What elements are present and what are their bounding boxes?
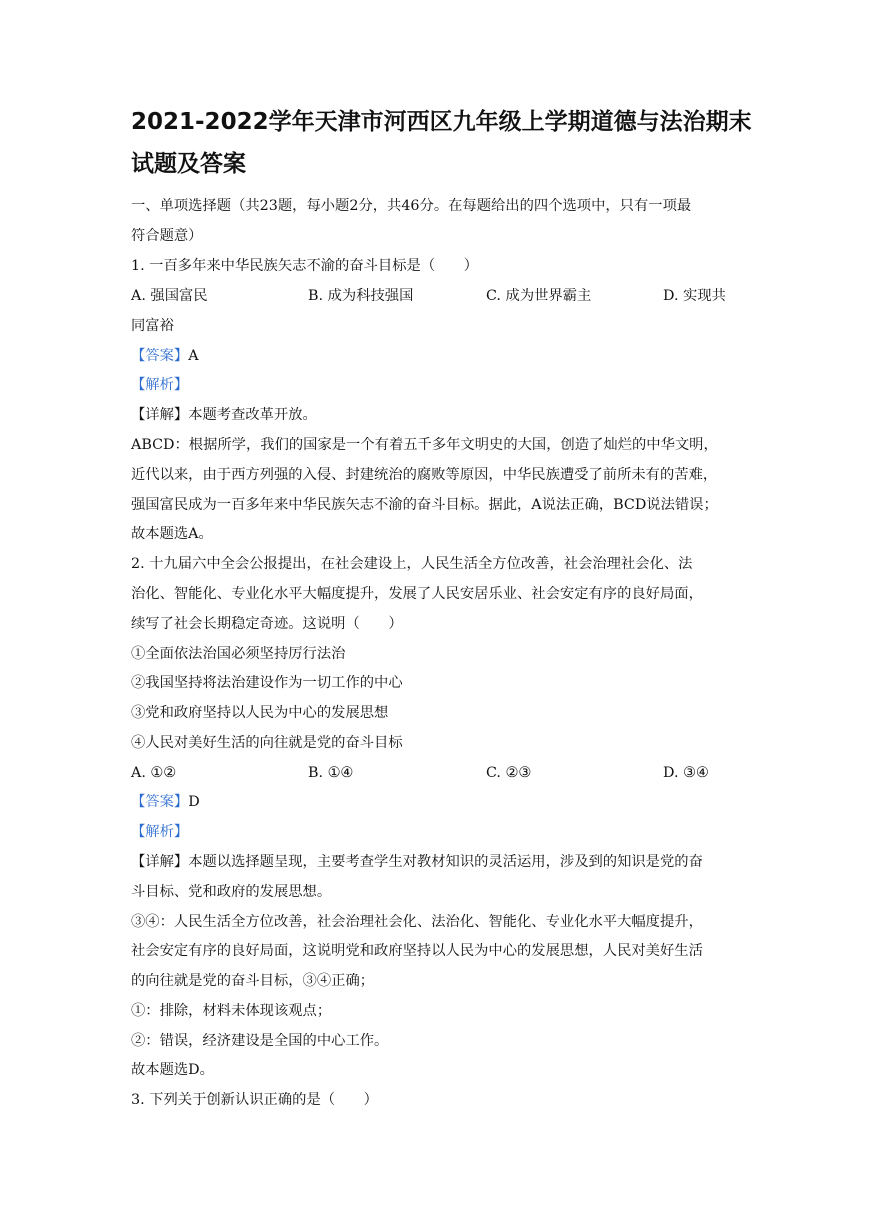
q2-option-d: D. ③④ — [663, 765, 709, 781]
q2-explanation-line: ①：排除，材料未体现该观点； — [131, 1003, 332, 1019]
q1-stem: 1. 一百多年来中华民族矢志不渝的奋斗目标是（ ） — [131, 258, 479, 274]
q2-explanation-line: 故本题选D。 — [131, 1062, 214, 1078]
q2-answer — [131, 792, 741, 812]
detail-label: 【详解】 — [131, 407, 189, 423]
q1-option-b: B. 成为科技强国 — [308, 288, 414, 304]
q2-option-b: B. ①④ — [308, 765, 354, 781]
q2-analysis-label: 【解析】 — [131, 824, 189, 840]
q2-explanation-line: ③④：人民生活全方位改善，社会治理社会化、法治化、智能化、专业化水平大幅度提升， — [131, 914, 703, 930]
answer-label: 【答案】 — [131, 794, 189, 810]
q2-statement: ②我国坚持将法治建设作为一切工作的中心 — [131, 675, 403, 691]
q1-answer-value: A — [188, 348, 199, 364]
section-heading-line-1: 一、单项选择题（共23题，每小题2分，共46分。在每题给出的四个选项中，只有一项最 — [131, 198, 692, 214]
document-title-line-2: 试题及答案 — [131, 151, 246, 177]
q2-explanation-line: 社会安定有序的良好局面，这说明党和政府坚持以人民为中心的发展思想，人民对美好生活 — [131, 943, 703, 959]
q2-stem-line: 治化、智能化、专业化水平大幅度提升，发展了人民安居乐业、社会安定有序的良好局面， — [131, 586, 703, 602]
answer-label: 【答案】 — [131, 348, 189, 364]
q1-option-d-continued: 同富裕 — [131, 318, 174, 334]
q2-detail-text: 本题以选择题呈现，主要考查学生对教材知识的灵活运用，涉及到的知识是党的奋 — [188, 854, 703, 870]
q2-detail-continued: 斗目标、党和政府的发展思想。 — [131, 884, 332, 900]
q1-detail-text: 本题考查改革开放。 — [188, 407, 317, 423]
q1-explanation-line: ABCD：根据所学，我们的国家是一个有着五千多年文明史的大国，创造了灿烂的中华文明， — [131, 437, 718, 453]
section-heading-line-2: 符合题意） — [131, 228, 203, 244]
q2-statement: ①全面依法治国必须坚持厉行法治 — [131, 646, 346, 662]
q2-option-c: C. ②③ — [486, 765, 532, 781]
q2-statement: ④人民对美好生活的向往就是党的奋斗目标 — [131, 735, 403, 751]
q2-explanation-line: 的向往就是党的奋斗目标，③④正确； — [131, 973, 375, 989]
q2-stem-line: 2. 十九届六中全会公报提出，在社会建设上，人民生活全方位改善，社会治理社会化、法 — [131, 556, 693, 572]
q3-stem: 3. 下列关于创新认识正确的是（ ） — [131, 1092, 378, 1108]
document-title-line-1: 2021-2022学年天津市河西区九年级上学期道德与法治期末 — [131, 109, 752, 135]
q1-option-d: D. 实现共 — [663, 288, 726, 304]
q2-stem-line: 续写了社会长期稳定奇迹。这说明（ ） — [131, 616, 403, 632]
q2-statement: ③党和政府坚持以人民为中心的发展思想 — [131, 705, 389, 721]
q1-explanation-line: 故本题选A。 — [131, 526, 213, 542]
q2-option-a: A. ①② — [131, 765, 177, 781]
q1-detail — [131, 405, 741, 425]
q1-analysis-label: 【解析】 — [131, 377, 189, 393]
detail-label: 【详解】 — [131, 854, 189, 870]
q2-detail — [131, 852, 741, 872]
q1-option-a: A. 强国富民 — [131, 288, 208, 304]
q1-explanation-line: 近代以来，由于西方列强的入侵、封建统治的腐败等原因，中华民族遭受了前所未有的苦难， — [131, 467, 718, 483]
q2-answer-value: D — [188, 794, 200, 810]
q2-explanation-line: ②：错误，经济建设是全国的中心工作。 — [131, 1033, 389, 1049]
q1-explanation-line: 强国富民成为一百多年来中华民族矢志不渝的奋斗目标。据此，A说法正确，BCD说法错误； — [131, 497, 718, 513]
q1-answer — [131, 346, 741, 366]
q1-option-c: C. 成为世界霸主 — [486, 288, 592, 304]
